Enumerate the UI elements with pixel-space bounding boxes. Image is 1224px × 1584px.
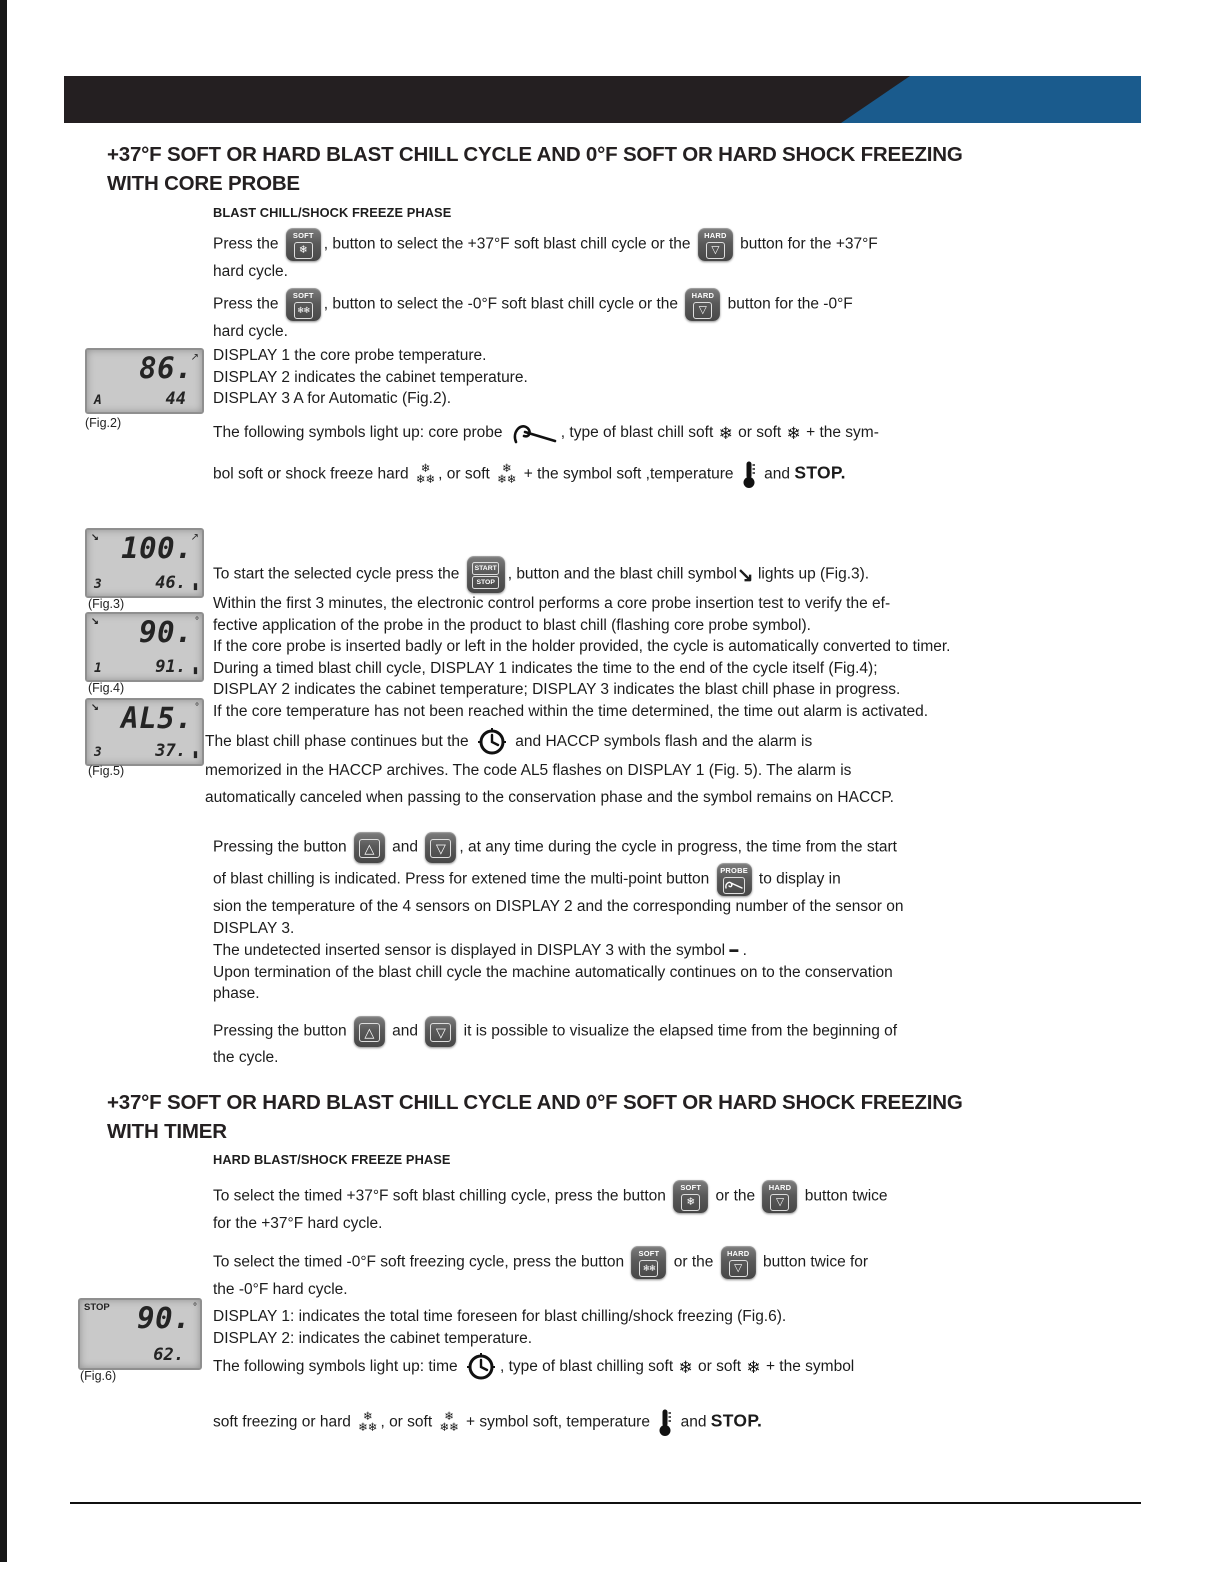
undetected-sensor-dash-icon: ▬ [729, 944, 739, 955]
text-line [213, 1328, 1058, 1350]
snowflake-icon: ❄ [746, 1358, 761, 1378]
text-run: , at any time during the cycle in progress, the time from the start [459, 838, 897, 856]
display1-value: AL5. [121, 701, 193, 735]
soft-freeze-snowflakes-icon: ❄ ❄❄ [497, 463, 517, 486]
text-line [213, 321, 1058, 343]
text-run: button for the +37°F [735, 235, 878, 253]
text-line [213, 1246, 1058, 1279]
text-run: Pressing the button [213, 1022, 351, 1040]
text-run: hard cycle. [213, 263, 288, 280]
text-run: If the core temperature has not been reached within the time determined, the time out alarm is activated. [213, 702, 929, 720]
text-run: button twice [800, 1187, 888, 1205]
para-timed-chill-select [213, 1180, 1058, 1235]
text-run: Pressing the button [213, 838, 351, 856]
text-line [213, 658, 1058, 680]
text-run: or the [711, 1187, 760, 1205]
text-run: and [387, 838, 423, 856]
para-timed-freeze-select [213, 1246, 1058, 1301]
text-line [213, 1180, 1058, 1213]
para-symbols-light-up [213, 420, 1058, 489]
display2-value: 62. [153, 1345, 184, 1365]
display1-value: 90. [139, 615, 193, 649]
hard-freeze-snowflakes-icon: ❄ ❄❄ [358, 1411, 378, 1434]
text-run: The following symbols light up: time [213, 1358, 462, 1376]
degree-mark: ° [193, 1302, 197, 1313]
up-arrow-button-icon [354, 1016, 385, 1047]
text-run: Press the [213, 295, 283, 313]
blast-chill-mark-icon: ↘ [91, 532, 99, 543]
text-run: or the [669, 1253, 718, 1271]
text-run: , or soft [380, 1413, 437, 1431]
heading-line: +37°F SOFT OR HARD BLAST CHILL CYCLE AND 0°F SOFT OR HARD SHOCK FREEZING [107, 1091, 963, 1114]
text-run: and [676, 1413, 711, 1431]
text-run: To select the timed -0°F soft freezing cycle, press the button [213, 1253, 629, 1271]
display1-value: 86. [139, 351, 193, 385]
para-display-descriptions-timer [213, 1306, 1058, 1349]
text-line [213, 367, 1058, 389]
figure-label: (Fig.6) [80, 1369, 117, 1383]
blast-chill-mark-icon: ↘ [91, 702, 99, 713]
lcd-display-fig6 [78, 1298, 202, 1370]
text-line [213, 896, 1058, 918]
text-run: fective application of the probe in the product to blast chill (flashing core probe symbol). [213, 616, 811, 634]
core-probe-icon [511, 420, 557, 446]
para-timeout-alarm [205, 727, 1050, 811]
para-select-chill-cycle [213, 228, 1058, 283]
text-run: DISPLAY 3 A for Automatic (Fig.2). [213, 390, 452, 408]
text-run: DISPLAY 2: indicates the cabinet temperature. [213, 1329, 533, 1347]
probe-button-icon: PROBE [717, 863, 752, 896]
text-run: If the core probe is inserted badly or left in the holder provided, the cycle is automatically converted to timer. [213, 638, 951, 656]
header-accent [841, 76, 1141, 123]
degree-mark: ° [195, 616, 199, 627]
text-run: hard cycle. [213, 323, 288, 340]
snowflake-icon: ❄ [786, 424, 801, 444]
triangle-down-icon: ▽ [775, 1195, 785, 1208]
text-line [213, 593, 1058, 615]
triangle-down-icon: ▽ [734, 1261, 743, 1274]
down-arrow-button-icon [425, 1016, 456, 1047]
para-display-descriptions [213, 345, 1058, 410]
text-line [213, 420, 1058, 446]
text-line [213, 228, 1058, 261]
text-run: the -0°F hard cycle. [213, 1281, 348, 1298]
text-line [213, 1016, 1058, 1047]
text-line [213, 1352, 1058, 1382]
lcd-display-fig3 [85, 528, 204, 598]
triangle-down-icon: ▽ [435, 841, 446, 856]
probe-glyph-icon [724, 880, 744, 890]
text-run: lights up (Fig.3). [753, 565, 870, 583]
text-run: Upon termination of the blast chill cycle the machine automatically continues on to the conservation [213, 963, 893, 981]
text-run: and HACCP symbols flash and the alarm is [510, 733, 813, 751]
text-run: Press the [213, 235, 283, 253]
soft-shock-freeze-button-icon: SOFT ❄❄ [286, 288, 321, 321]
bottom-rule [70, 1502, 1141, 1504]
text-line [213, 939, 1058, 962]
para-visualize-elapsed-time [213, 1016, 1058, 1069]
text-run: and [759, 465, 795, 483]
hard-blast-chill-button-icon: HARD ▽ [698, 228, 733, 261]
display2-value: 91. [155, 657, 186, 677]
text-run: or soft [693, 1358, 746, 1376]
triangle-up-icon: △ [364, 841, 375, 856]
clock-icon [466, 1352, 496, 1382]
start-stop-button-icon: START STOP [467, 556, 505, 593]
text-run: . [738, 942, 747, 960]
para-symbols-light-up-timer [213, 1352, 1058, 1437]
probe-mark-icon: ↗ [190, 352, 199, 363]
blast-chill-mark-icon: ↘ [91, 616, 99, 627]
lcd-display-fig2 [85, 348, 204, 414]
soft-shock-freeze-button-icon: SOFT ❄❄ [631, 1246, 666, 1279]
hard-blast-chill-button-icon: HARD ▽ [762, 1180, 797, 1213]
text-run: The following symbols light up: core probe [213, 424, 507, 442]
text-line [213, 1408, 1058, 1437]
text-run: memorized in the HACCP archives. The code AL5 flashes on DISPLAY 1 (Fig. 5). The alarm is [205, 762, 852, 779]
figure-label: (Fig.5) [88, 764, 125, 778]
blast-chill-arrow-icon: ↘ [736, 564, 754, 587]
text-line [205, 784, 1050, 811]
text-line [213, 388, 1058, 410]
clock-icon [477, 727, 507, 757]
text-line [213, 1279, 1058, 1301]
display1-value: 90. [137, 1301, 191, 1335]
text-line [213, 1213, 1058, 1235]
text-run: sion the temperature of the 4 sensors on DISPLAY 2 and the corresponding number of the sensor on [213, 898, 904, 915]
text-run: The blast chill phase continues but the [205, 733, 473, 751]
section2-heading [107, 1088, 963, 1146]
double-snowflake-icon: ❄❄ [297, 304, 310, 315]
text-line [213, 832, 1058, 863]
triangle-up-icon: △ [364, 1025, 375, 1040]
text-line [213, 460, 1058, 489]
text-run: To start the selected cycle press the [213, 565, 464, 583]
heading-line: WITH CORE PROBE [107, 172, 300, 195]
text-run: + symbol soft, temperature [461, 1413, 655, 1431]
section2-subheading: HARD BLAST/SHOCK FREEZE PHASE [213, 1152, 451, 1167]
display3-value: 1 [94, 661, 102, 676]
text-run: and [387, 1022, 423, 1040]
double-snowflake-icon: ❄❄ [642, 1262, 656, 1273]
text-run: button for the -0°F [723, 295, 853, 313]
lcd-display-fig4 [85, 612, 204, 682]
text-run: During a timed blast chill cycle, DISPLAY 1 indicates the time to the end of the cycle itself (Fig.4); [213, 659, 878, 677]
text-run: , button to select the +37°F soft blast chill cycle or the [323, 235, 695, 253]
text-run: of blast chilling is indicated. Press for extened time the multi-point button [213, 870, 714, 888]
soft-blast-chill-button-icon: SOFT ❄ [673, 1180, 708, 1213]
triangle-down-icon: ▽ [711, 243, 720, 256]
thermometer-icon [742, 460, 756, 489]
text-run: to display in [754, 870, 841, 888]
section1-heading [107, 140, 963, 198]
text-line [213, 701, 1058, 723]
text-run: , button to select the -0°F soft blast chill cycle or the [323, 295, 683, 313]
para-elapsed-time-sensors [213, 832, 1058, 1005]
para-select-freeze-cycle [213, 288, 1058, 343]
soft-blast-chill-button-icon: SOFT ❄ [286, 228, 321, 261]
text-line [213, 261, 1058, 283]
display2-value: 37. [155, 741, 186, 761]
text-run: + the sym- [801, 424, 879, 442]
triangle-down-icon: ▽ [435, 1025, 446, 1040]
text-line [213, 983, 1058, 1005]
text-run: bol soft or shock freeze hard [213, 465, 413, 483]
text-line [213, 863, 1058, 896]
triangle-down-icon: ▽ [698, 303, 707, 316]
figure-label: (Fig.3) [88, 597, 125, 611]
snowflake-icon: ❄ [298, 243, 308, 256]
text-run: automatically canceled when passing to the conservation phase and the symbol remains on HACCP. [205, 789, 894, 806]
display3-value: 3 [94, 745, 102, 760]
text-line [213, 962, 1058, 984]
cursor-block-icon: ▮ [193, 749, 198, 759]
heading-line: WITH TIMER [107, 1120, 227, 1143]
down-arrow-button-icon [425, 832, 456, 863]
text-run: The undetected inserted sensor is displayed in DISPLAY 3 with the symbol [213, 942, 730, 960]
text-run: DISPLAY 2 indicates the cabinet temperature. [213, 368, 528, 386]
text-line [213, 345, 1058, 367]
text-run: DISPLAY 1: indicates the total time foreseen for blast chilling/shock freezing (Fig.6). [213, 1308, 787, 1325]
soft-freeze-snowflakes-icon: ❄ ❄❄ [439, 1411, 459, 1434]
figure-label: (Fig.4) [88, 681, 125, 695]
text-line [213, 1306, 1058, 1328]
text-run: DISPLAY 3. [213, 919, 295, 937]
probe-mark-icon: ↗ [190, 532, 199, 543]
text-run: the cycle. [213, 1049, 279, 1066]
text-line [213, 636, 1058, 658]
text-run: + the symbol [761, 1358, 855, 1376]
text-line [205, 757, 1050, 784]
stop-indicator: STOP [84, 1302, 110, 1313]
hard-shock-freeze-button-icon: HARD ▽ [685, 288, 720, 321]
text-run: or soft [733, 424, 786, 442]
text-run: button twice for [758, 1253, 869, 1271]
snowflake-icon: ❄ [678, 1358, 693, 1378]
stop-word: STOP. [794, 462, 846, 483]
header-bar [64, 76, 1141, 123]
up-arrow-button-icon [354, 832, 385, 863]
text-line [205, 727, 1050, 757]
text-run: , type of blast chill soft [560, 424, 718, 442]
text-line [213, 918, 1058, 940]
text-run: it is possible to visualize the elapsed time from the beginning of [459, 1022, 898, 1040]
text-run: Within the first 3 minutes, the electronic control performs a core probe insertion test to verify the ef- [213, 595, 891, 612]
heading-line: +37°F SOFT OR HARD BLAST CHILL CYCLE AND 0°F SOFT OR HARD SHOCK FREEZING [107, 143, 963, 166]
text-run: + the symbol soft ,temperature [519, 465, 738, 483]
text-line [213, 556, 1058, 593]
lcd-display-fig5 [85, 698, 204, 766]
snowflake-icon: ❄ [686, 1195, 696, 1208]
snowflake-icon: ❄ [718, 424, 733, 444]
text-run: , button and the blast chill symbol [507, 565, 737, 583]
thermometer-icon [658, 1408, 672, 1437]
hard-freeze-snowflakes-icon: ❄ ❄❄ [415, 463, 436, 486]
text-run: DISPLAY 1 the core probe temperature. [213, 347, 487, 364]
text-line [213, 1047, 1058, 1069]
display2-value: 46. [155, 573, 186, 593]
figure-label: (Fig.2) [85, 416, 122, 430]
page-edge [0, 0, 7, 1562]
text-run: for the +37°F hard cycle. [213, 1215, 383, 1232]
degree-mark: ° [195, 702, 199, 713]
text-line [213, 288, 1058, 321]
hard-shock-freeze-button-icon: HARD ▽ [721, 1246, 756, 1279]
text-run: , type of blast chilling soft [499, 1358, 678, 1376]
stop-word: STOP. [710, 1410, 763, 1431]
text-line [213, 679, 1058, 701]
text-run: , or soft [438, 465, 495, 483]
cursor-block-icon: ▮ [193, 665, 198, 675]
display3-value: A [94, 393, 102, 408]
text-run: soft freezing or hard [213, 1413, 356, 1431]
text-run: DISPLAY 2 indicates the cabinet temperature; DISPLAY 3 indicates the blast chill phase in progress. [213, 681, 901, 699]
display2-value: 44 [165, 389, 186, 409]
display3-value: 3 [94, 577, 102, 592]
text-line [213, 615, 1058, 637]
para-start-cycle [213, 556, 1058, 723]
section1-subheading: BLAST CHILL/SHOCK FREEZE PHASE [213, 205, 452, 220]
cursor-block-icon: ▮ [193, 581, 198, 591]
text-run: phase. [213, 985, 260, 1003]
text-run: To select the timed +37°F soft blast chilling cycle, press the button [213, 1187, 671, 1205]
display1-value: 100. [121, 531, 193, 565]
